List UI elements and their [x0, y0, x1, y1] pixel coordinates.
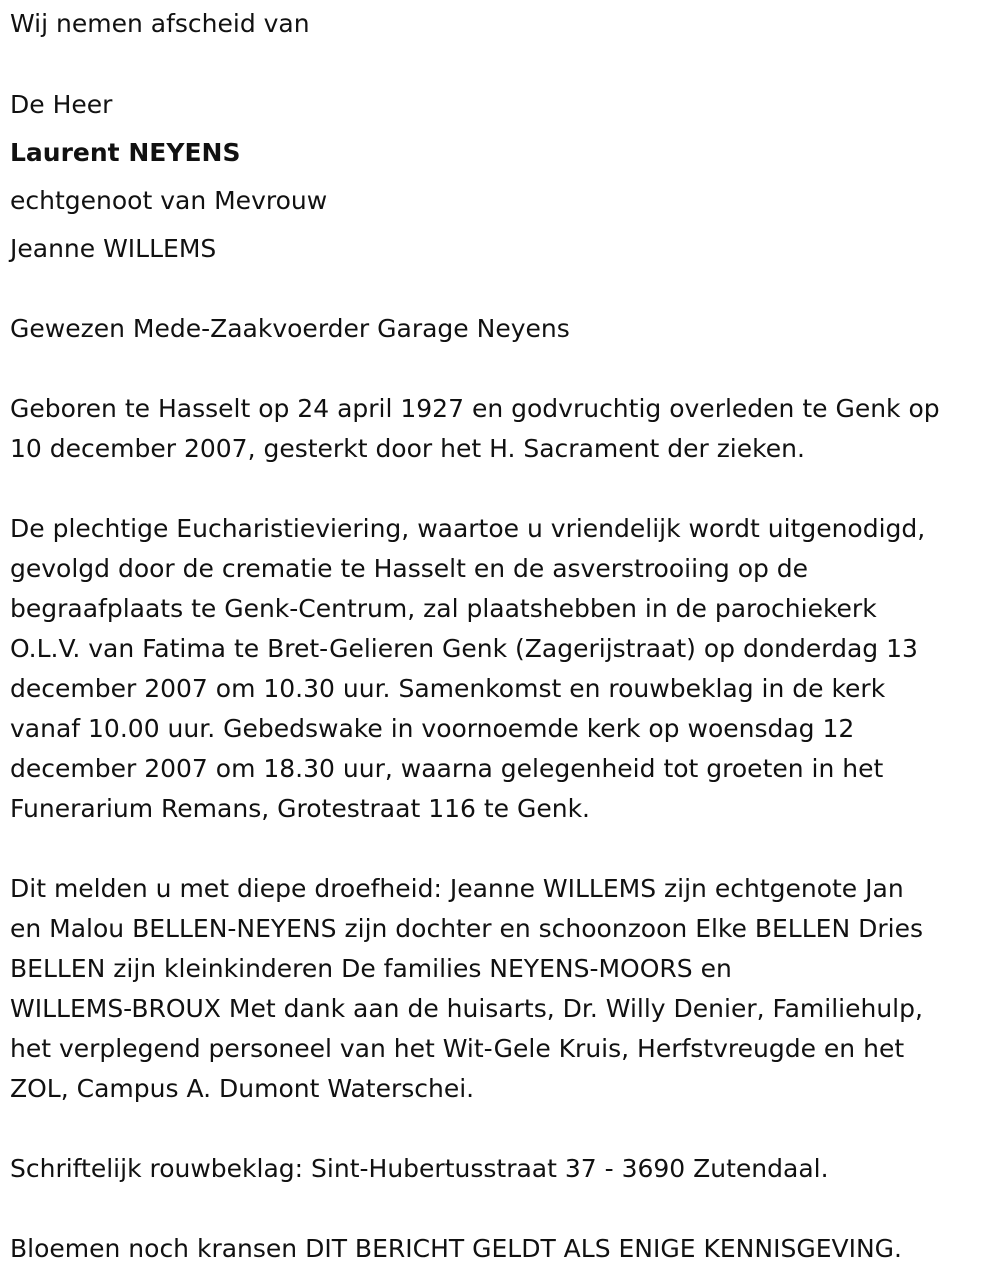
spouse-label: echtgenoot van Mevrouw: [10, 186, 328, 215]
ceremony-line: begraafplaats te Genk-Centrum, zal plaatshebben in de parochiekerk: [10, 594, 877, 623]
announcement-line: ZOL, Campus A. Dumont Waterschei.: [10, 1074, 475, 1103]
announcement-line: WILLEMS-BROUX Met dank aan de huisarts, Dr. Willy Denier, Familiehulp,: [10, 994, 923, 1023]
deceased-name: Laurent NEYENS: [10, 138, 241, 167]
announcement-line: het verplegend personeel van het Wit-Gele Kruis, Herfstvreugde en het: [10, 1034, 905, 1063]
intro-text: Wij nemen afscheid van: [10, 9, 310, 38]
ceremony-line: december 2007 om 18.30 uur, waarna gelegenheid tot groeten in het: [10, 754, 884, 783]
birth-death-line: 10 december 2007, gesterkt door het H. Sacrament der zieken.: [10, 434, 805, 463]
announcement-line: Dit melden u met diepe droefheid: Jeanne WILLEMS zijn echtgenote Jan: [10, 874, 904, 903]
ceremony-line: gevolgd door de crematie te Hasselt en de asverstrooiing op de: [10, 554, 809, 583]
ceremony-line: O.L.V. van Fatima te Bret-Gelieren Genk (Zagerijstraat) op donderdag 13: [10, 634, 918, 663]
occupation: Gewezen Mede-Zaakvoerder Garage Neyens: [10, 314, 570, 343]
condolence-address: Schriftelijk rouwbeklag: Sint-Hubertusstraat 37 - 3690 Zutendaal.: [10, 1154, 829, 1183]
closing-line: Bloemen noch kransen DIT BERICHT GELDT ALS ENIGE KENNISGEVING.: [10, 1234, 902, 1263]
birth-death-line: Geboren te Hasselt op 24 april 1927 en godvruchtig overleden te Genk op: [10, 394, 940, 423]
honorific: De Heer: [10, 90, 113, 119]
announcement-line: BELLEN zijn kleinkinderen De families NEYENS-MOORS en: [10, 954, 732, 983]
ceremony-line: Funerarium Remans, Grotestraat 116 te Genk.: [10, 794, 591, 823]
announcement-line: en Malou BELLEN-NEYENS zijn dochter en schoonzoon Elke BELLEN Dries: [10, 914, 923, 943]
ceremony-line: vanaf 10.00 uur. Gebedswake in voornoemde kerk op woensdag 12: [10, 714, 855, 743]
spouse-name: Jeanne WILLEMS: [10, 234, 217, 263]
ceremony-line: december 2007 om 10.30 uur. Samenkomst en rouwbeklag in de kerk: [10, 674, 886, 703]
ceremony-line: De plechtige Eucharistieviering, waartoe u vriendelijk wordt uitgenodigd,: [10, 514, 926, 543]
